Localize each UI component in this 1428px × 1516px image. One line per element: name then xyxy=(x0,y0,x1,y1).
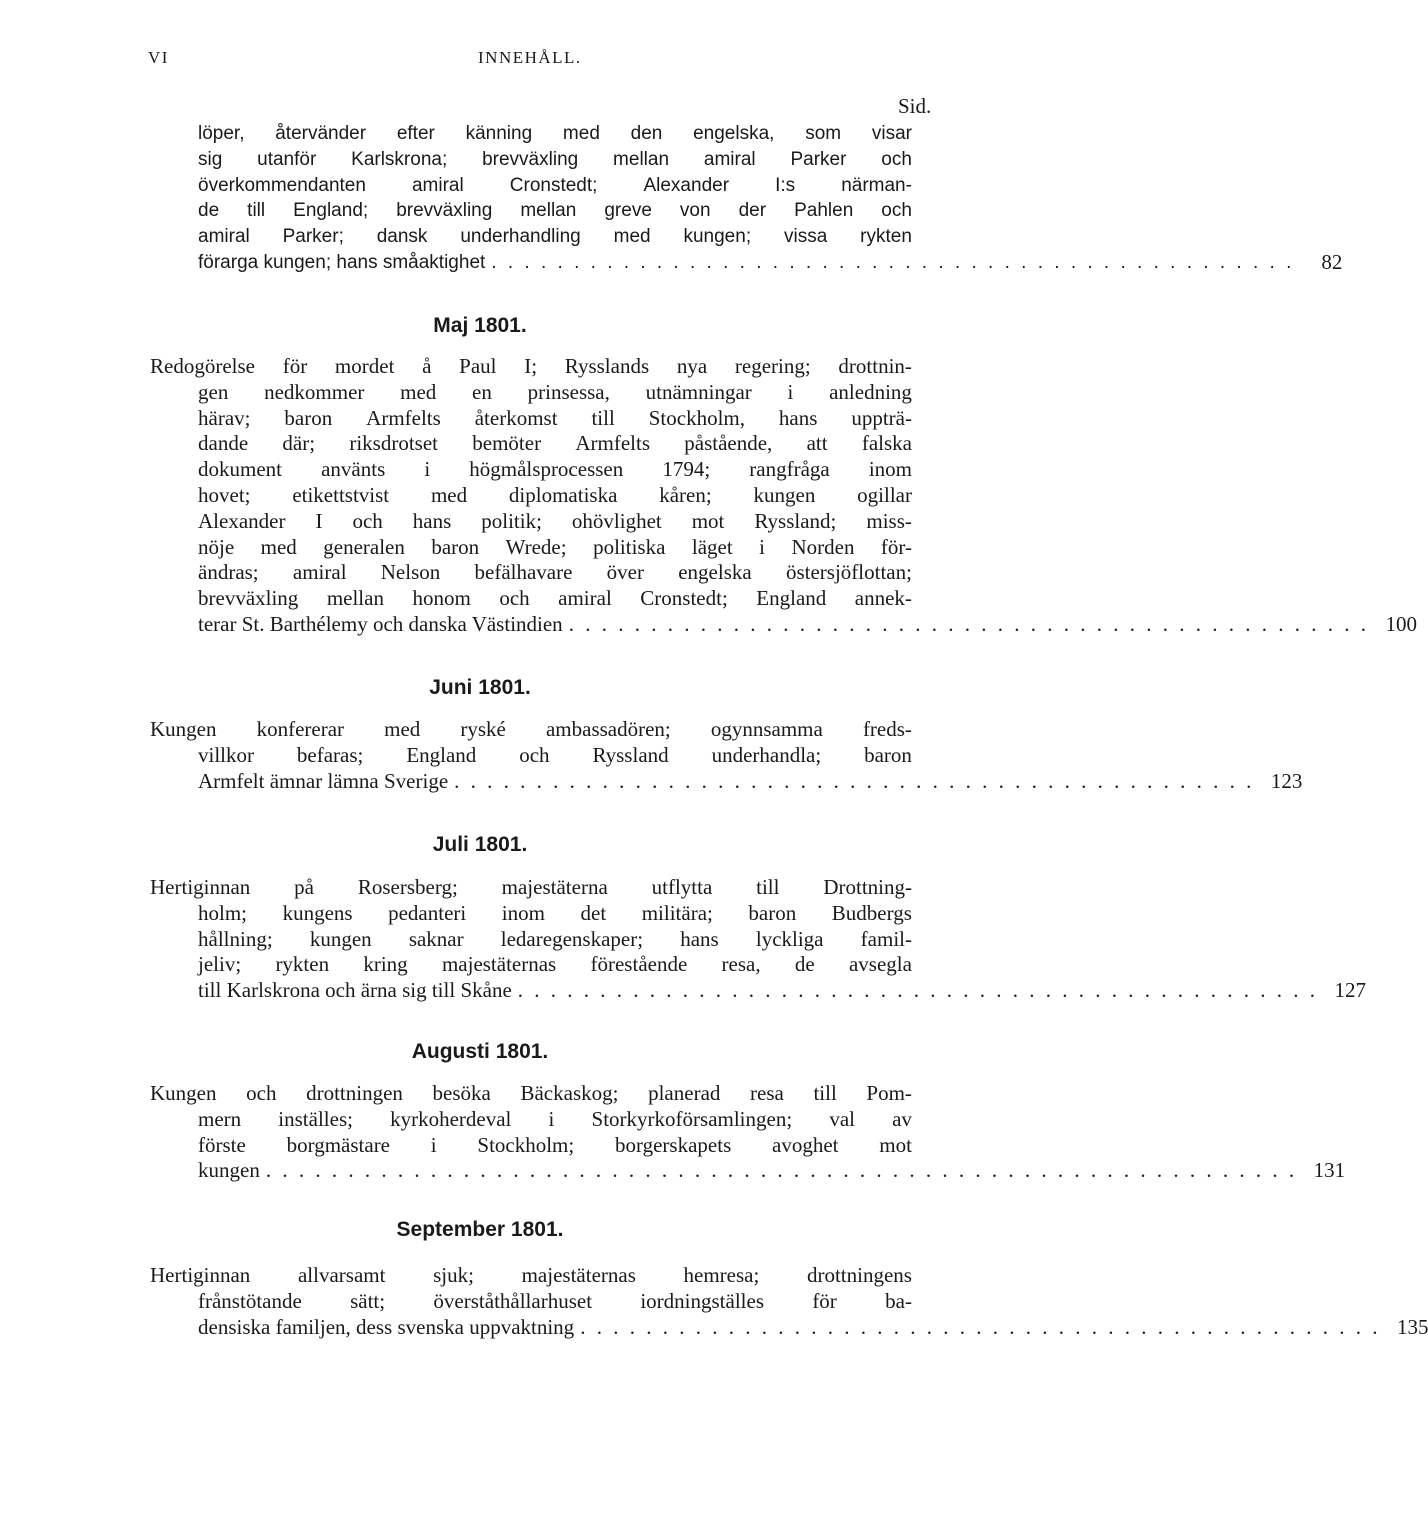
toc-entry-juni xyxy=(150,717,1303,794)
entry-line xyxy=(150,875,912,901)
toc-entry-maj xyxy=(150,354,1417,638)
word: bemöter xyxy=(472,431,542,456)
word: Hertiginnan xyxy=(150,875,251,899)
word: iordningställes xyxy=(640,1288,764,1313)
word: i xyxy=(430,1132,437,1157)
word: kåren; xyxy=(659,482,712,507)
word: von xyxy=(679,200,711,222)
word: Bäckaskog; xyxy=(520,1081,619,1105)
word: borgerskapets xyxy=(615,1132,732,1157)
toc-entry-augusti xyxy=(150,1081,1346,1184)
word: Norden xyxy=(791,534,855,559)
word: överståthållarhuset xyxy=(433,1288,593,1313)
word: av xyxy=(892,1106,912,1131)
word: förste xyxy=(198,1132,246,1157)
word: till xyxy=(756,875,780,899)
word: Ryssland xyxy=(592,742,669,767)
entry-line: till Karlskrona och ärna sig till Skåne xyxy=(198,978,512,1003)
entry-last-line xyxy=(150,768,1303,795)
word: Paul xyxy=(459,354,497,378)
word: över xyxy=(606,560,644,585)
word: honom xyxy=(412,586,471,611)
word: Drottning- xyxy=(823,875,912,899)
word: ogillar xyxy=(857,482,912,507)
word: Redogörelse xyxy=(150,354,255,378)
word: visar xyxy=(871,123,912,144)
word: riksdrotset xyxy=(349,431,438,456)
entry-line: terar St. Barthélemy och danska Västindien xyxy=(198,611,563,636)
entry-line xyxy=(150,1133,912,1159)
word: I xyxy=(315,508,323,533)
word: mot xyxy=(691,508,725,533)
entry-page-number: 131 xyxy=(1313,1158,1346,1183)
word: gen xyxy=(198,379,229,404)
word: hans xyxy=(680,926,719,951)
word: utnämningar xyxy=(645,379,752,404)
word: avsegla xyxy=(848,952,912,977)
word: påstående, xyxy=(684,431,773,456)
word: med xyxy=(260,534,297,559)
word: kungen; xyxy=(683,226,752,248)
word: mellan xyxy=(326,586,384,611)
word: befälhavare xyxy=(474,560,573,585)
word: Cronstedt; xyxy=(640,586,728,611)
word: ändras; xyxy=(198,560,259,585)
word: som xyxy=(805,123,842,144)
word: Pom- xyxy=(866,1081,912,1105)
entry-line xyxy=(150,380,912,406)
word: utanför xyxy=(257,148,317,170)
word: dansk xyxy=(376,226,428,248)
word: England xyxy=(406,742,477,767)
toc-entry-september xyxy=(150,1263,1428,1340)
word: drottningens xyxy=(806,1263,912,1287)
entry-line: förarga kungen; hans småaktighet xyxy=(198,251,486,273)
word: planerad xyxy=(648,1081,721,1105)
entry-page-number: 100 xyxy=(1385,611,1417,636)
word: hovet; xyxy=(198,482,251,507)
word: holm; xyxy=(198,900,248,925)
word: avoghet xyxy=(772,1132,839,1157)
leader-dots: . . . . . . . . . . . . . . . . . . . . . . . . . . . . . . . . . . . . . . . . . . . . . . . . . xyxy=(454,768,1255,793)
word: mern xyxy=(198,1106,242,1131)
word: engelska, xyxy=(693,123,775,144)
word: majestäterna xyxy=(501,875,608,899)
word: till xyxy=(247,200,266,222)
word: England xyxy=(756,586,827,611)
word: ohövlighet xyxy=(571,508,662,533)
entry-line xyxy=(150,560,912,586)
word: greve xyxy=(604,200,652,222)
word: falska xyxy=(861,431,912,456)
entry-line xyxy=(150,1289,912,1315)
entry-line xyxy=(150,173,912,199)
entry-last-line xyxy=(150,1314,1428,1341)
entry-line xyxy=(150,952,912,978)
word: jeliv; xyxy=(198,952,242,977)
word: med xyxy=(562,123,600,144)
word: Stockholm, xyxy=(648,405,745,430)
word: och xyxy=(352,508,383,533)
word: inställes; xyxy=(278,1106,353,1131)
word: i xyxy=(424,457,431,482)
section-heading-september: September 1801. xyxy=(396,1218,564,1241)
word: återkomst xyxy=(474,405,558,430)
word: England; xyxy=(293,200,369,222)
word: hans xyxy=(412,508,452,533)
word: och xyxy=(246,1081,277,1105)
word: baron xyxy=(284,405,333,430)
entry-page-number: 127 xyxy=(1334,978,1367,1003)
section-heading-maj: Maj 1801. xyxy=(433,314,527,337)
word: freds- xyxy=(862,717,912,741)
word: mellan xyxy=(613,148,670,170)
word: drottnin- xyxy=(838,354,912,378)
word: inom xyxy=(501,900,545,925)
word: politiska xyxy=(593,534,666,559)
word: Alexander xyxy=(643,174,730,196)
word: hållning; xyxy=(198,926,273,951)
word: Kungen xyxy=(150,1081,217,1105)
leader-dots: . . . . . . . . . . . . . . . . . . . . . . . . . . . . . . . . . . . . . . . . . . . . . . . . . xyxy=(517,978,1319,1003)
word: besöka xyxy=(432,1081,491,1105)
word: till xyxy=(591,405,615,430)
entry-line xyxy=(150,483,912,509)
entry-line: Armfelt ämnar lämna Sverige xyxy=(198,768,449,793)
word: å xyxy=(422,354,432,378)
word: mordet xyxy=(334,354,395,378)
word: Rosersberg; xyxy=(357,875,458,899)
word: brevväxling xyxy=(396,200,493,222)
word: lyckliga xyxy=(755,926,824,951)
word: diplomatiska xyxy=(508,482,618,507)
word: vissa xyxy=(783,226,828,248)
entry-last-line xyxy=(150,249,1343,276)
word: Armfelts xyxy=(575,431,650,456)
toc-entry-juli xyxy=(150,875,1367,1004)
entry-page-number: 123 xyxy=(1270,768,1303,793)
word: kungens xyxy=(282,900,353,925)
word: ryské xyxy=(460,717,506,741)
word: ledaregenskaper; xyxy=(500,926,644,951)
word: Parker xyxy=(790,148,847,170)
word: Pahlen xyxy=(794,200,854,222)
word: östersjöflottan; xyxy=(785,560,912,585)
word: de xyxy=(198,200,220,222)
word: nya xyxy=(676,354,708,378)
word: brevväxling xyxy=(482,148,579,170)
entry-page-number: 82 xyxy=(1321,249,1343,274)
word: med xyxy=(613,226,651,248)
word: resa xyxy=(750,1081,784,1105)
entry-line xyxy=(150,431,912,457)
word: nedkommer xyxy=(264,379,365,404)
word: politik; xyxy=(481,508,542,533)
leader-dots: . . . . . . . . . . . . . . . . . . . . . . . . . . . . . . . . . . . . . . . . . . . . . . . . . . . . . . . . . . . . . . . xyxy=(265,1158,1298,1183)
word: generalen xyxy=(323,534,405,559)
word: till xyxy=(813,1081,837,1105)
word: ogynnsamma xyxy=(710,717,823,741)
word: i xyxy=(759,534,765,559)
entry-line: densiska familjen, dess svenska uppvaktning xyxy=(198,1314,575,1339)
section-heading-juni: Juni 1801. xyxy=(429,676,531,699)
word: löper, xyxy=(198,123,245,144)
word: I:s xyxy=(775,174,796,196)
word: att xyxy=(806,431,828,456)
word: drottningen xyxy=(306,1081,403,1105)
entry-page-number: 135 xyxy=(1396,1314,1428,1339)
word: ba- xyxy=(885,1288,912,1313)
word: underhandling xyxy=(460,226,581,248)
word: använts xyxy=(321,457,386,482)
toc-entry-continuation xyxy=(150,121,1343,276)
word: närman- xyxy=(841,174,912,196)
word: miss- xyxy=(866,508,912,533)
word: Stockholm; xyxy=(477,1132,575,1157)
entry-line xyxy=(150,198,912,224)
word: engelska xyxy=(678,560,752,585)
word: härav; xyxy=(198,405,251,430)
word: amiral xyxy=(292,560,347,585)
entry-line xyxy=(150,509,912,535)
word: återvänder xyxy=(275,123,367,144)
word: förestående xyxy=(590,952,688,977)
entry-line xyxy=(150,901,912,927)
word: med xyxy=(430,482,468,507)
entry-last-line xyxy=(150,1158,1346,1184)
word: sig xyxy=(198,148,223,170)
word: militära; xyxy=(641,900,713,925)
word: med xyxy=(400,379,437,404)
word: baron xyxy=(431,534,480,559)
word: baron xyxy=(864,742,912,767)
word: rangfråga xyxy=(749,457,830,482)
entry-line xyxy=(150,586,912,612)
entry-line xyxy=(150,1081,912,1107)
word: efter xyxy=(396,123,435,144)
entry-line xyxy=(150,927,912,953)
word: resa, xyxy=(721,952,761,977)
word: pedanteri xyxy=(388,900,467,925)
word: kyrkoherdeval xyxy=(390,1106,512,1131)
word: kring xyxy=(363,952,408,977)
word: Ryssland; xyxy=(754,508,837,533)
word: Hertiginnan xyxy=(150,1263,251,1287)
entry-line xyxy=(150,121,912,147)
word: och xyxy=(881,148,912,170)
section-heading-juli: Juli 1801. xyxy=(432,833,528,856)
word: för- xyxy=(880,534,912,559)
word: saknar xyxy=(408,926,464,951)
entry-line xyxy=(150,717,912,743)
word: uppträ- xyxy=(851,405,912,430)
word: sjuk; xyxy=(433,1263,474,1287)
word: allvarsamt xyxy=(297,1263,386,1287)
word: konfererar xyxy=(256,717,345,741)
word: Rysslands xyxy=(564,354,650,378)
word: på xyxy=(294,875,314,899)
word: mot xyxy=(879,1132,912,1157)
leader-dots: . . . . . . . . . . . . . . . . . . . . . . . . . . . . . . . . . . . . . . . . . . . . . . . . . xyxy=(491,251,1295,273)
word: Budbergs xyxy=(831,900,912,925)
word: och xyxy=(881,200,912,222)
entry-line xyxy=(150,743,912,769)
word: Alexander xyxy=(198,508,286,533)
word: utflytta xyxy=(651,875,713,899)
word: nöje xyxy=(198,534,235,559)
page-column-label: Sid. xyxy=(898,94,932,118)
leader-dots: . . . . . . . . . . . . . . . . . . . . . . . . . . . . . . . . . . . . . . . . . . . . . . . . . xyxy=(580,1314,1381,1339)
word: Nelson xyxy=(380,560,441,585)
word: kungen xyxy=(753,482,816,507)
word: famil- xyxy=(860,926,912,951)
word: mellan xyxy=(520,200,577,222)
entry-line: kungen xyxy=(198,1158,260,1183)
word: hemresa; xyxy=(683,1263,760,1287)
section-heading-augusti: Augusti 1801. xyxy=(411,1040,549,1063)
entry-line xyxy=(150,406,912,432)
running-title: INNEHÅLL. xyxy=(478,48,582,67)
word: 1794; xyxy=(662,457,711,482)
entry-line xyxy=(150,1263,912,1289)
word: de xyxy=(794,952,815,977)
word: ambassadören; xyxy=(545,717,671,741)
word: regering; xyxy=(734,354,811,378)
entry-line xyxy=(150,147,912,173)
word: för xyxy=(812,1288,837,1313)
word: amiral xyxy=(703,148,756,170)
word: underhandla; xyxy=(711,742,822,767)
word: sätt; xyxy=(350,1288,386,1313)
word: hans xyxy=(778,405,818,430)
entry-line xyxy=(150,354,912,380)
entry-last-line xyxy=(150,978,1367,1004)
word: der xyxy=(738,200,767,222)
word: inom xyxy=(868,457,912,482)
word: prinsessa, xyxy=(527,379,610,404)
word: etikettstvist xyxy=(292,482,390,507)
word: i xyxy=(548,1106,555,1131)
word: med xyxy=(384,717,421,741)
word: anledning xyxy=(829,379,912,404)
word: och xyxy=(499,586,530,611)
entry-line xyxy=(150,224,912,250)
leader-dots: . . . . . . . . . . . . . . . . . . . . . . . . . . . . . . . . . . . . . . . . . . . . . . . . . xyxy=(568,611,1369,636)
entry-line xyxy=(150,457,912,483)
word: rykten xyxy=(275,952,330,977)
entry-line xyxy=(150,535,912,561)
word: där; xyxy=(282,431,316,456)
word: borgmästare xyxy=(286,1132,391,1157)
word: Cronstedt; xyxy=(509,174,598,196)
word: amiral xyxy=(558,586,612,611)
word: val xyxy=(829,1106,855,1131)
word: brevväxling xyxy=(198,586,299,611)
word: Armfelts xyxy=(366,405,441,430)
word: Wrede; xyxy=(505,534,567,559)
word: för xyxy=(282,354,308,378)
word: överkommendanten xyxy=(198,174,366,196)
word: högmålsprocessen xyxy=(469,457,624,482)
word: i xyxy=(787,379,794,404)
word: kungen xyxy=(309,926,372,951)
word: Kungen xyxy=(150,717,217,741)
word: Storkyrkoförsamlingen; xyxy=(591,1106,793,1131)
word: rykten xyxy=(860,226,912,248)
word: och xyxy=(519,742,550,767)
word: Parker; xyxy=(282,226,344,248)
word: amiral xyxy=(198,226,250,248)
entry-line xyxy=(150,1107,912,1133)
page-number: VI xyxy=(148,48,169,67)
word: en xyxy=(472,379,492,404)
entry-last-line xyxy=(150,611,1417,638)
word: befaras; xyxy=(296,742,364,767)
word: läget xyxy=(691,534,733,559)
word: dokument xyxy=(198,457,282,482)
word: baron xyxy=(748,900,797,925)
word: I; xyxy=(524,354,538,378)
word: dande xyxy=(198,431,249,456)
word: det xyxy=(580,900,607,925)
word: villkor xyxy=(198,742,254,767)
word: känning xyxy=(465,123,533,144)
word: annek- xyxy=(854,586,912,611)
word: amiral xyxy=(411,174,464,196)
word: Karlskrona; xyxy=(351,148,448,170)
word: majestäternas xyxy=(521,1263,636,1287)
word: majestäternas xyxy=(441,952,557,977)
word: frånstötande xyxy=(198,1288,302,1313)
word: den xyxy=(630,123,663,144)
